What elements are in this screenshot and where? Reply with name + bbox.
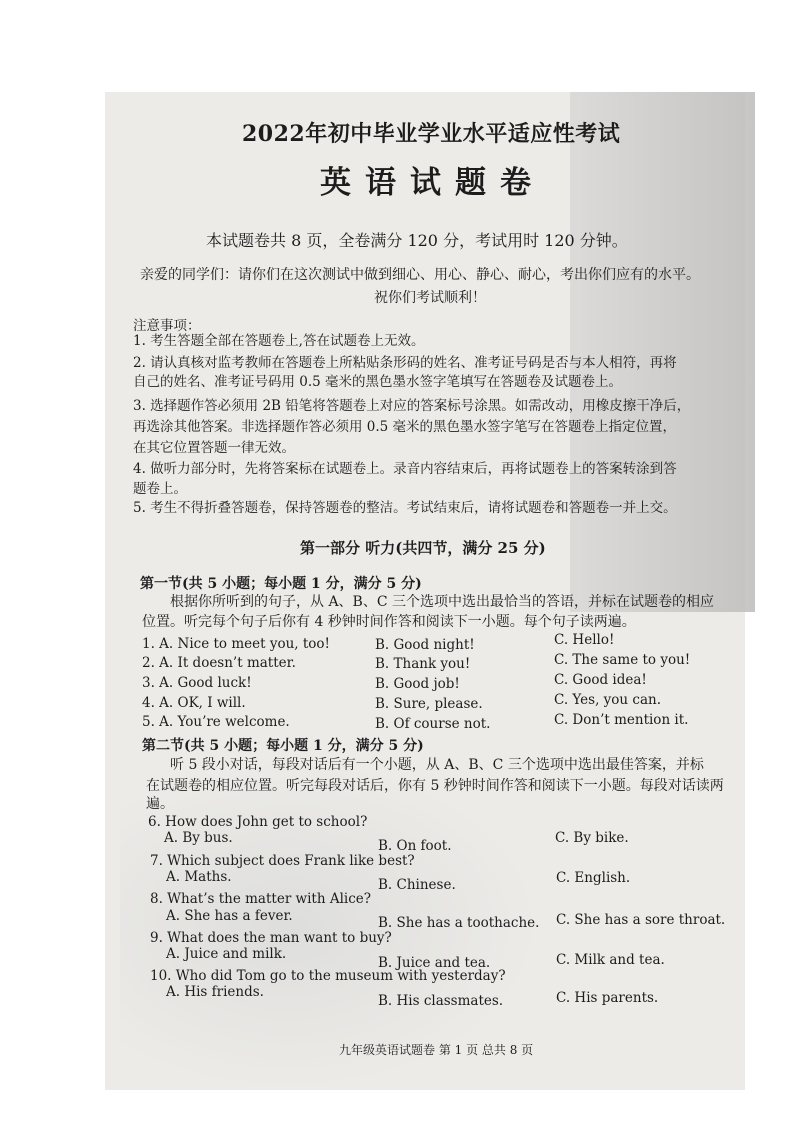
option-c: C. Milk and tea.: [556, 952, 665, 968]
notes-title: 注意事项：: [133, 318, 201, 334]
option-b: B. His classmates.: [378, 993, 504, 1009]
question-stem: 7. Which subject does Frank like best?: [150, 853, 415, 869]
option-a: A. By bus.: [164, 830, 233, 846]
option-c: C. His parents.: [556, 990, 659, 1006]
option-b: B. Juice and tea.: [378, 955, 491, 971]
option-c: C. Hello!: [554, 632, 615, 648]
section2-instruction: 遍。: [146, 796, 174, 812]
section2-instruction: 在试题卷的相应位置。听完每段对话后，你有 5 秒钟时间作答和阅读下一小题。每段对话读两: [146, 778, 724, 794]
option-b: B. Sure, please.: [375, 696, 483, 712]
section1-instruction: 位置。听完每个句子后你有 4 秒钟时间作答和阅读下一小题。每个句子读两遍。: [142, 614, 636, 630]
option-c: C. Good idea!: [554, 672, 647, 688]
option-a: A. His friends.: [166, 984, 264, 1000]
note-item: 4. 做听力部分时，先将答案标在试题卷上。录音内容结束后，再将试题卷上的答案转涂到答: [133, 461, 677, 477]
part1-title: 第一部分 听力(共四节，满分 25 分): [300, 539, 546, 557]
option-a: A. She has a fever.: [166, 908, 293, 924]
option-c: C. By bike.: [555, 830, 629, 846]
section2-title: 第二节(共 5 小题；每小题 1 分，满分 5 分): [142, 738, 424, 754]
question-stem: 6. How does John get to school?: [148, 814, 368, 830]
option-a: 5. A. You’re welcome.: [142, 714, 290, 730]
note-item: 题卷上。: [133, 481, 187, 497]
option-c: C. She has a sore throat.: [556, 912, 726, 928]
question-stem: 9. What does the man want to buy?: [150, 930, 392, 946]
option-b: B. Good job!: [375, 676, 460, 692]
option-a: 3. A. Good luck!: [142, 675, 252, 691]
option-a: A. Juice and milk.: [166, 946, 287, 962]
option-a: 2. A. It doesn’t matter.: [142, 655, 296, 671]
option-b: B. She has a toothache.: [378, 915, 540, 931]
exam-info: 本试题卷共 8 页，全卷满分 120 分，考试用时 120 分钟。: [206, 231, 628, 250]
paper-title: 英语试题卷: [320, 165, 545, 201]
question-stem: 10. Who did Tom go to the museum with yesterday?: [150, 968, 506, 984]
section2-instruction: 听 5 段小对话，每段对话后有一个小题，从 A、B、C 三个选项中选出最佳答案，并标: [170, 757, 704, 773]
section1-instruction: 根据你所听到的句子，从 A、B、C 三个选项中选出最恰当的答语，并标在试题卷的相应: [170, 594, 715, 610]
option-c: C. Yes, you can.: [554, 692, 662, 708]
note-item: 再选涂其他答案。非选择题作答必须用 0.5 毫米的黑色墨水签字笔写在答题卷上指定位置，: [133, 419, 677, 435]
option-a: A. Maths.: [166, 869, 232, 885]
question-stem: 8. What’s the matter with Alice?: [150, 891, 372, 907]
option-b: B. On foot.: [378, 838, 452, 854]
greeting-line1: 亲爱的同学们：请你们在这次测试中做到细心、用心、静心、耐心，考出你们应有的水平。: [140, 267, 700, 283]
note-item: 在其它位置答题一律无效。: [133, 440, 295, 456]
note-item: 5. 考生不得折叠答题卷，保持答题卷的整洁。考试结束后，请将试题卷和答题卷一并上交。: [133, 500, 677, 516]
note-item: 自己的姓名、准考证号码用 0.5 毫米的黑色墨水签字笔填写在答题卷及试题卷上。: [133, 374, 623, 390]
option-c: C. English.: [556, 870, 631, 886]
note-item: 2. 请认真核对监考教师在答题卷上所粘贴条形码的姓名、准考证号码是否与本人相符，再将: [133, 355, 677, 371]
option-c: C. Don’t mention it.: [554, 712, 689, 728]
option-b: B. Thank you!: [375, 656, 471, 672]
option-a: 4. A. OK, I will.: [142, 695, 246, 711]
section1-title: 第一节(共 5 小题；每小题 1 分，满分 5 分): [140, 576, 422, 592]
greeting-line2: 祝你们考试顺利！: [374, 290, 486, 306]
option-b: B. Chinese.: [378, 877, 456, 893]
note-item: 1. 考生答题全部在答题卷上,答在试题卷上无效。: [133, 333, 425, 349]
page-footer: 九年级英语试题卷 第 1 页 总共 8 页: [339, 1043, 534, 1057]
option-b: B. Good night!: [375, 637, 475, 653]
option-a: 1. A. Nice to meet you, too!: [142, 636, 330, 652]
note-item: 3. 选择题作答必须用 2B 铅笔将答题卷上对应的答案标号涂黑。如需改动，用橡皮擦干净后，: [133, 398, 691, 414]
option-c: C. The same to you!: [554, 652, 691, 668]
exam-title: 2022年初中毕业学业水平适应性考试: [242, 121, 621, 147]
option-b: B. Of course not.: [375, 716, 491, 732]
